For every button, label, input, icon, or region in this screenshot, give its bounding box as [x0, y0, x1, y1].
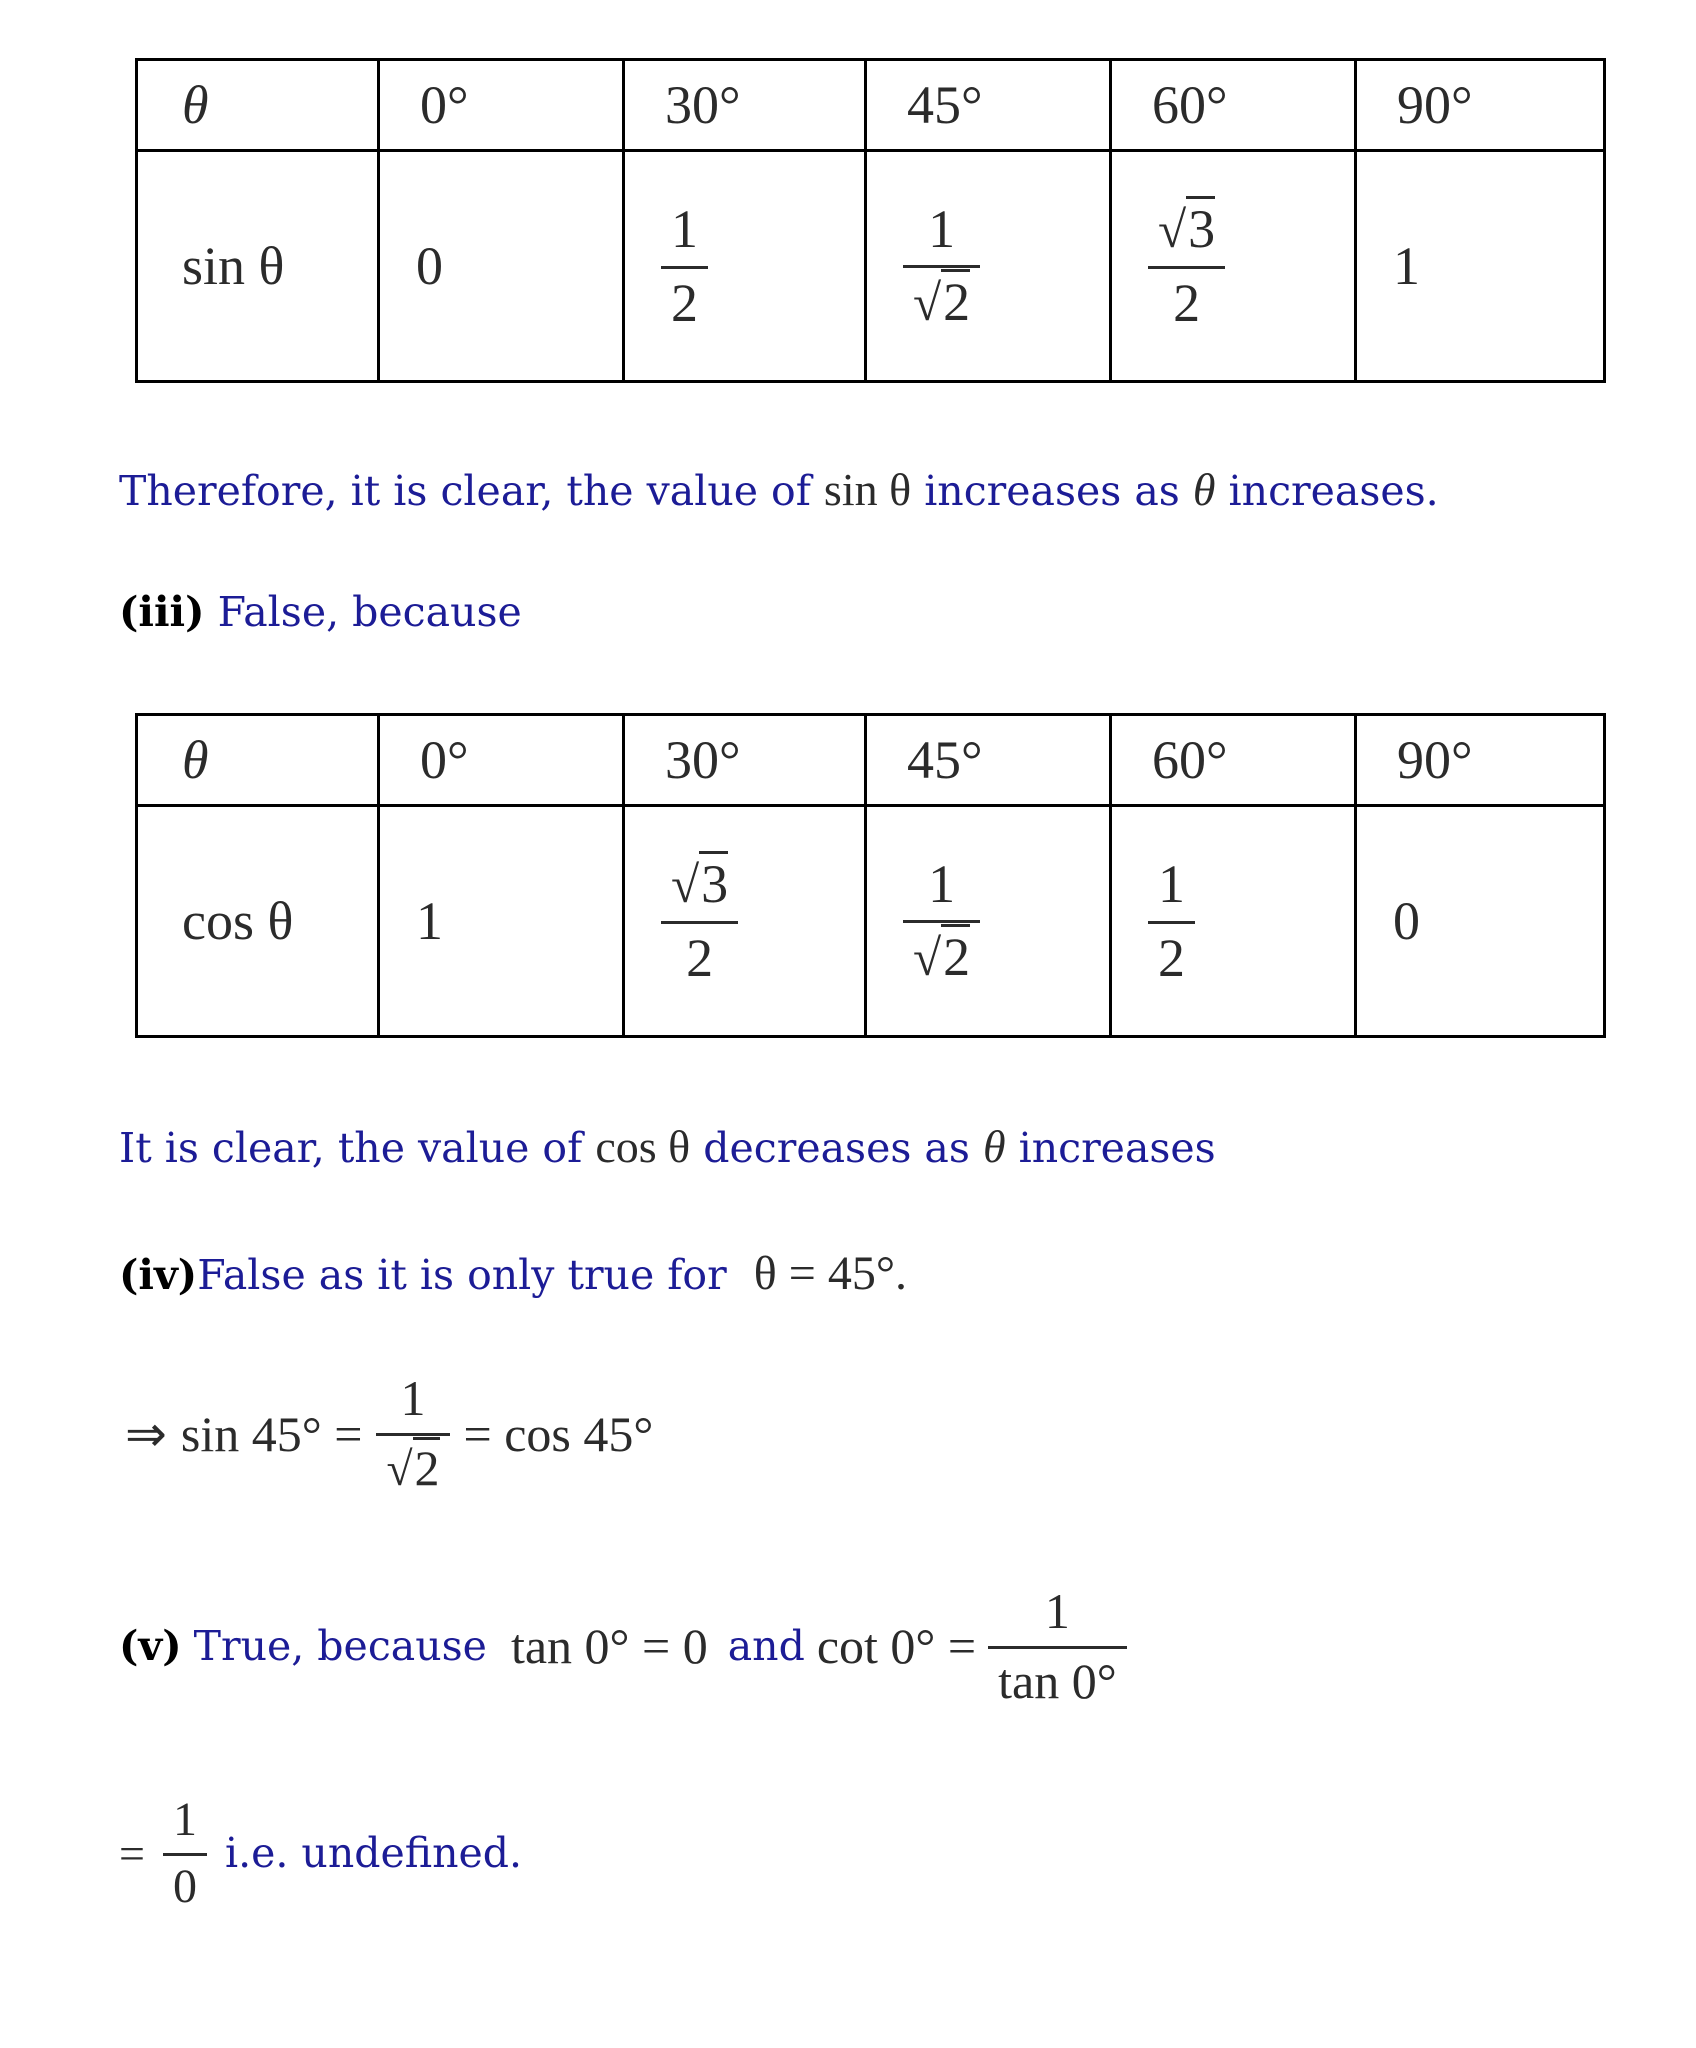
header-90-deg: 90° [1356, 60, 1605, 151]
sin-60-value: $\frac{√3}{2}$ [1111, 151, 1356, 382]
part-iii: (iii) False, because [119, 588, 522, 636]
equation-v: = $\frac{1}{0}$ i.e. undefined. [119, 1793, 523, 1914]
cos-60-value: $\frac{1}{2}$ [1111, 806, 1356, 1037]
sqrt-icon: √ [913, 930, 942, 988]
cos-45-value: $\frac{1}{√2}$ [866, 806, 1111, 1037]
sin-conclusion: Therefore, it is clear, the value of sin θ increases as θ increases. [119, 464, 1439, 515]
header-30-deg: 30° [624, 715, 866, 806]
sin-table [135, 58, 1606, 383]
sin-theta-label: sin θ [182, 236, 285, 296]
sqrt-icon: √ [671, 856, 700, 914]
header-90-deg: 90° [1356, 715, 1605, 806]
cos-table-value-row [137, 806, 1605, 1037]
header-theta: θ [137, 715, 379, 806]
cos-theta-label: cos θ [182, 891, 294, 951]
cos-0-value: 1 [379, 806, 624, 1037]
sin-row-label [137, 151, 379, 382]
sin-table-value-row [137, 151, 1605, 382]
eq-v-fraction: $\frac{1}{0}$ [163, 1795, 207, 1913]
sqrt-icon: √ [913, 275, 942, 333]
sin-90-value: 1 [1356, 151, 1605, 382]
cos-table [135, 713, 1606, 1038]
sin-30-value: $\frac{1}{2}$ [624, 151, 866, 382]
sqrt-icon: √ [386, 1443, 413, 1496]
sin-0-value: 0 [379, 151, 624, 382]
sin-table-header-row [137, 60, 1605, 151]
header-30-deg: 30° [624, 60, 866, 151]
header-45-deg: 45° [866, 715, 1111, 806]
eq-iv-fraction: $\frac{1}{√2}$ [376, 1372, 449, 1495]
cos-conclusion: It is clear, the value of cos θ decreases as θ increases [119, 1121, 1216, 1172]
header-theta: θ [137, 60, 379, 151]
header-60-deg: 60° [1111, 60, 1356, 151]
cos-30-value: $\frac{√3}{2}$ [624, 806, 866, 1037]
header-60-deg: 60° [1111, 715, 1356, 806]
equation-iv [125, 1372, 653, 1495]
eq-iv-lhs: sin 45° = [180, 1405, 363, 1462]
part-v-fraction: $\frac{1}{\tan 0^\circ}$ [988, 1585, 1127, 1707]
header-45-deg: 45° [866, 60, 1111, 151]
eq-iv-rhs: = cos 45° [463, 1405, 654, 1462]
cos-row-label [137, 806, 379, 1037]
header-0-deg: 0° [379, 60, 624, 151]
sin-45-value: $\frac{1}{√2}$ [866, 151, 1111, 382]
cos-90-value: 0 [1356, 806, 1605, 1037]
cos-table-header-row [137, 715, 1605, 806]
part-iv: (iv)False as it is only true for θ = 45°. [119, 1247, 908, 1300]
implies-arrow-icon: ⇒ [125, 1405, 167, 1462]
header-0-deg: 0° [379, 715, 624, 806]
part-v: (v) True, because tan 0° = 0 and cot 0° = $\frac{1}{\tan 0^\circ}$ [119, 1585, 1127, 1707]
sqrt-icon: √ [1158, 201, 1187, 259]
